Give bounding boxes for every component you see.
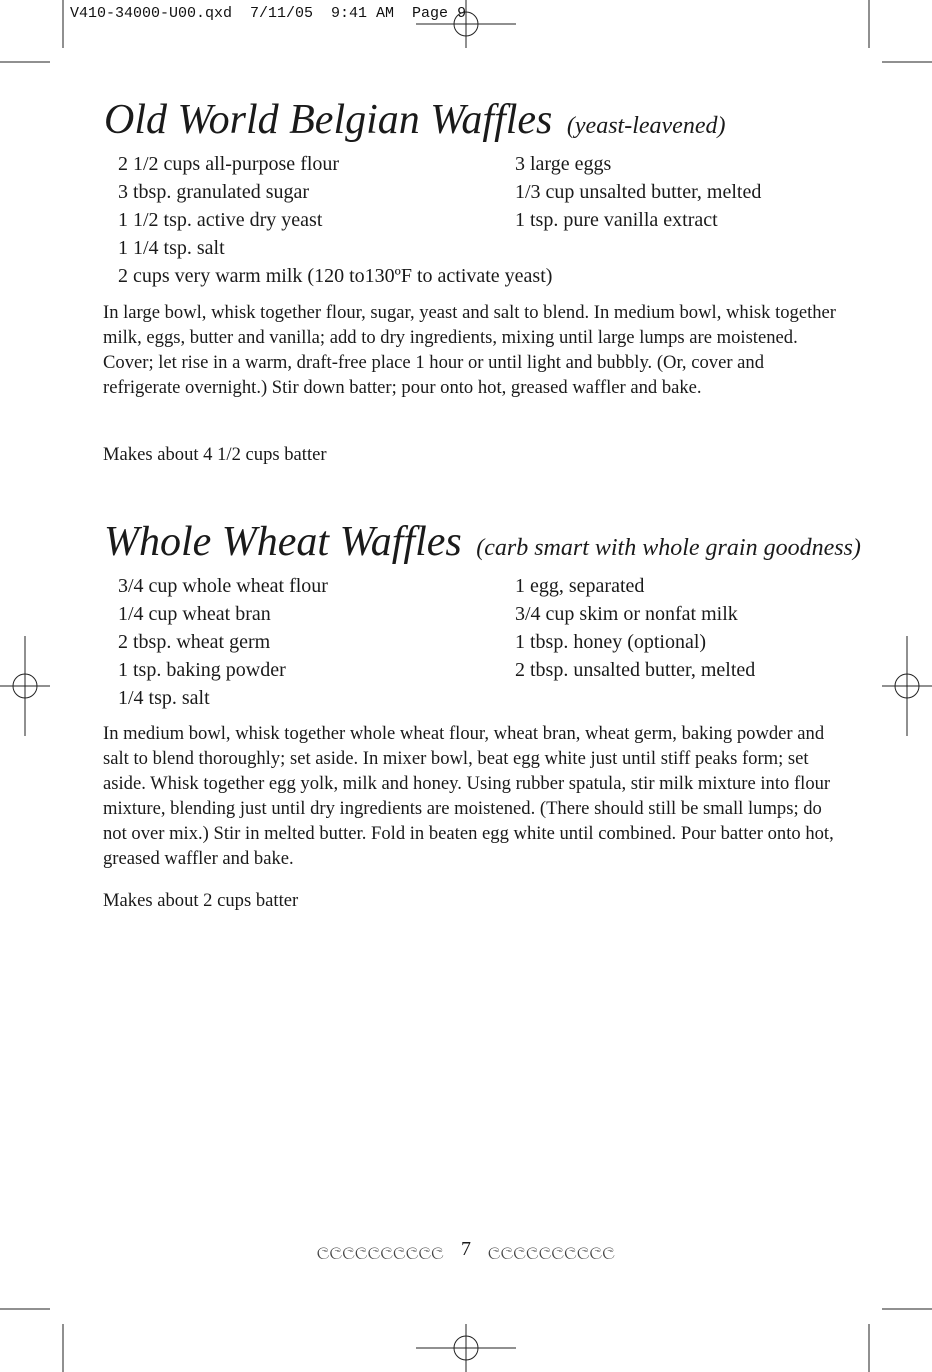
recipe-title-whole-wheat-waffles: [104, 518, 861, 566]
ingredient-item: 2 1/2 cups all-purpose flour: [118, 153, 340, 175]
ingredient-item: 1 egg, separated: [515, 575, 645, 597]
yield-belgian: Makes about 4 1/2 cups batter: [103, 444, 327, 465]
directions-whole-wheat: In medium bowl, whisk together whole wheat flour, wheat bran, wheat germ, baking powder and salt to blend thoroughly; set aside. In mixer bowl, beat egg white just until stiff peaks form; set aside. Whisk together egg yolk, milk and honey. Using rubber spatula, stir milk mixture into flour mixture, blending just until dry ingredients are moistened. (There should still be small lumps; do not over mix.) Stir in melted butter. Fold in beaten egg white until combined. Pour batter onto hot, greased waffler and bake.: [103, 723, 834, 869]
page-footer: [0, 1238, 932, 1261]
ingredient-item: 3 tbsp. granulated sugar: [118, 181, 310, 203]
ingredient-item: 1 tsp. baking powder: [118, 659, 286, 681]
ingredient-item: 3/4 cup skim or nonfat milk: [515, 603, 738, 625]
recipe-title-text: Old World Belgian Waffles: [104, 97, 553, 143]
recipe-title-text: Whole Wheat Waffles: [104, 519, 462, 565]
registration-mark-left: [0, 636, 50, 736]
ingredients-right-belgian: [515, 150, 761, 234]
registration-mark-top: [416, 0, 516, 48]
yield-whole-wheat: Makes about 2 cups batter: [103, 890, 299, 911]
directions-belgian: In large bowl, whisk together flour, sugar, yeast and salt to blend. In medium bowl, whisk together milk, eggs, butter and vanilla; add to dry ingredients, mixing until large lumps are moistened. Cover; let rise in a warm, draft-free place 1 hour or until light and bubbly. (Or, cover and refrigerate overnight.) Stir down batter; pour onto hot, greased waffler and bake.: [103, 302, 836, 398]
ingredients-right-whole-wheat: [515, 572, 755, 684]
recipe-subtitle: (yeast-leavened): [566, 113, 726, 139]
page-number: 7: [461, 1238, 471, 1260]
ingredient-item: 1 1/2 tsp. active dry yeast: [118, 209, 323, 231]
ingredient-item: 1/4 tsp. salt: [118, 687, 210, 709]
ingredient-item: 1/4 cup wheat bran: [118, 603, 271, 625]
ingredient-item: 2 tbsp. unsalted butter, melted: [515, 659, 756, 681]
ingredient-item: 1 tsp. pure vanilla extract: [515, 209, 718, 231]
ingredient-item: 1 1/4 tsp. salt: [118, 237, 225, 259]
ornament-left: ලලලලලලලලලල: [316, 1242, 444, 1259]
ingredient-item: 1/3 cup unsalted butter, melted: [515, 181, 762, 203]
slug-line: V410-34000-U00.qxd 7/11/05 9:41 AM Page 9: [70, 5, 467, 22]
ingredients-left-belgian: [118, 150, 552, 290]
ingredient-item: 2 tbsp. wheat germ: [118, 631, 271, 653]
ingredients-left-whole-wheat: [118, 572, 328, 712]
registration-mark-bottom: [416, 1324, 516, 1372]
recipe-subtitle: (carb smart with whole grain goodness): [476, 535, 861, 561]
ingredient-item: 3 large eggs: [515, 153, 612, 175]
ingredient-item: 3/4 cup whole wheat flour: [118, 575, 328, 597]
ingredient-item: 2 cups very warm milk (120 to130ºF to activate yeast): [118, 265, 553, 287]
recipe-title-belgian-waffles: [104, 96, 725, 144]
ingredient-item: 1 tbsp. honey (optional): [515, 631, 707, 653]
registration-mark-right: [882, 636, 932, 736]
ornament-right: ලලලලලලලලලල: [488, 1242, 616, 1259]
